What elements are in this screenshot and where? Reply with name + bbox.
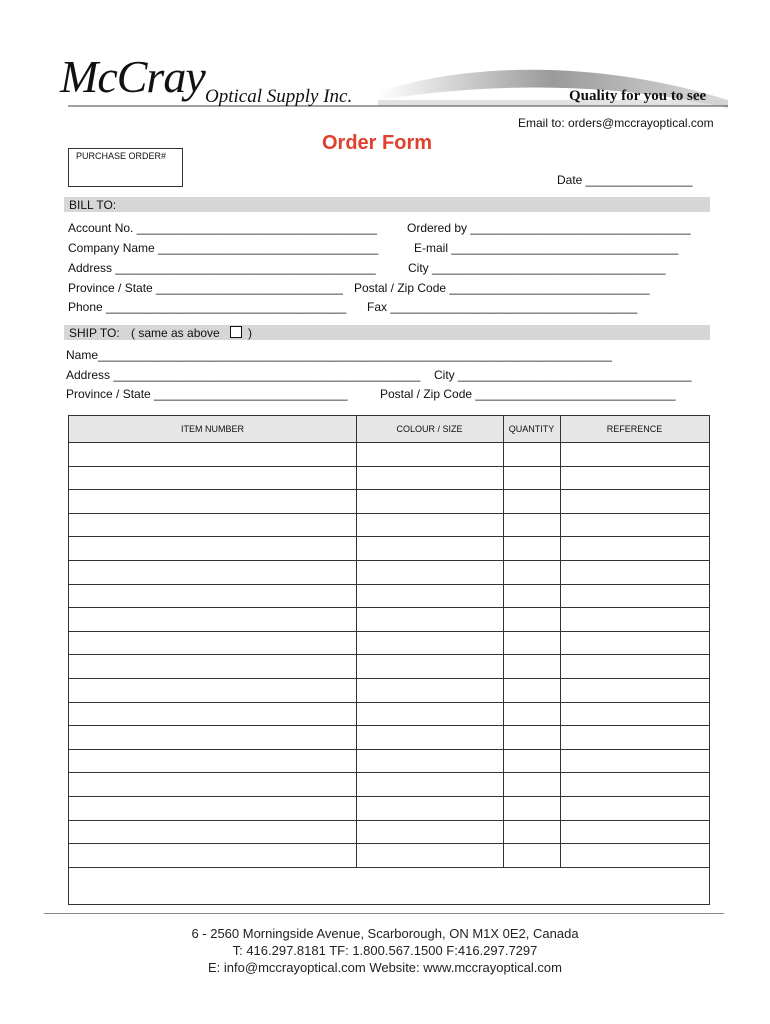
tagline: Quality for you to see (569, 88, 707, 104)
ship-name-field[interactable]: Name_____________________________________________________________________________ (66, 348, 612, 362)
table-row[interactable] (69, 867, 709, 868)
ship-to-bar (64, 325, 710, 340)
table-row[interactable] (69, 702, 709, 703)
email-to: Email to: orders@mccrayoptical.com (518, 116, 714, 130)
bill-address-field[interactable]: Address _______________________________________ (68, 261, 376, 275)
page-title: Order Form (322, 132, 433, 154)
order-items-table (68, 415, 710, 905)
ship-postal-field[interactable]: Postal / Zip Code ______________________________ (380, 387, 676, 401)
same-as-above-label: ( same as above (131, 326, 220, 340)
logo-company-name: Optical Supply Inc. (205, 86, 353, 107)
table-row[interactable] (69, 749, 709, 750)
table-row[interactable] (69, 513, 709, 514)
account-no-field[interactable]: Account No. ____________________________________ (68, 221, 377, 235)
column-header-colour-size: COLOUR / SIZE (396, 424, 463, 434)
table-row[interactable] (69, 772, 709, 773)
bill-city-field[interactable]: City ___________________________________ (408, 261, 666, 275)
table-row[interactable] (69, 560, 709, 561)
table-row[interactable] (69, 607, 709, 608)
table-column-divider (560, 416, 561, 867)
bill-postal-field[interactable]: Postal / Zip Code ______________________________ (354, 281, 650, 295)
table-row[interactable] (69, 466, 709, 467)
ship-to-heading: SHIP TO: (69, 326, 120, 340)
ship-province-field[interactable]: Province / State _____________________________ (66, 387, 348, 401)
table-column-divider (356, 416, 357, 867)
same-as-above-checkbox[interactable] (230, 326, 242, 338)
ship-city-field[interactable]: City ___________________________________ (434, 368, 692, 382)
table-row[interactable] (69, 725, 709, 726)
footer-address: 6 - 2560 Morningside Avenue, Scarborough, ON M1X 0E2, Canada (191, 926, 579, 941)
logo-script: McCray (60, 51, 205, 102)
bill-to-heading: BILL TO: (69, 198, 117, 212)
purchase-order-label: PURCHASE ORDER# (76, 151, 167, 161)
email-field[interactable]: E-mail __________________________________ (414, 241, 679, 255)
table-row[interactable] (69, 843, 709, 844)
table-row[interactable] (69, 796, 709, 797)
table-row[interactable] (69, 631, 709, 632)
company-name-field[interactable]: Company Name _________________________________ (68, 241, 379, 255)
footer-divider (44, 913, 724, 914)
column-header-item-number: ITEM NUMBER (181, 424, 244, 434)
column-header-quantity: QUANTITY (508, 424, 555, 434)
phone-field[interactable]: Phone ____________________________________ (68, 300, 347, 314)
table-header (69, 416, 709, 443)
ordered-by-field[interactable]: Ordered by _________________________________ (407, 221, 691, 235)
table-column-divider (503, 416, 504, 867)
table-row[interactable] (69, 489, 709, 490)
table-row[interactable] (69, 820, 709, 821)
column-header-reference: REFERENCE (606, 424, 663, 434)
footer-phone: T: 416.297.8181 TF: 1.800.567.1500 F:416.297.7297 (232, 943, 538, 958)
close-paren: ) (248, 326, 252, 340)
table-row[interactable] (69, 678, 709, 679)
date-field[interactable]: Date ________________ (557, 173, 693, 187)
ship-address-field[interactable]: Address ______________________________________________ (66, 368, 421, 382)
table-row[interactable] (69, 654, 709, 655)
table-row[interactable] (69, 536, 709, 537)
bill-to-bar (64, 197, 710, 212)
fax-field[interactable]: Fax _____________________________________ (367, 300, 638, 314)
bill-province-field[interactable]: Province / State ____________________________ (68, 281, 343, 295)
table-row[interactable] (69, 584, 709, 585)
footer-contact: E: info@mccrayoptical.com Website: www.mccrayoptical.com (208, 960, 562, 975)
